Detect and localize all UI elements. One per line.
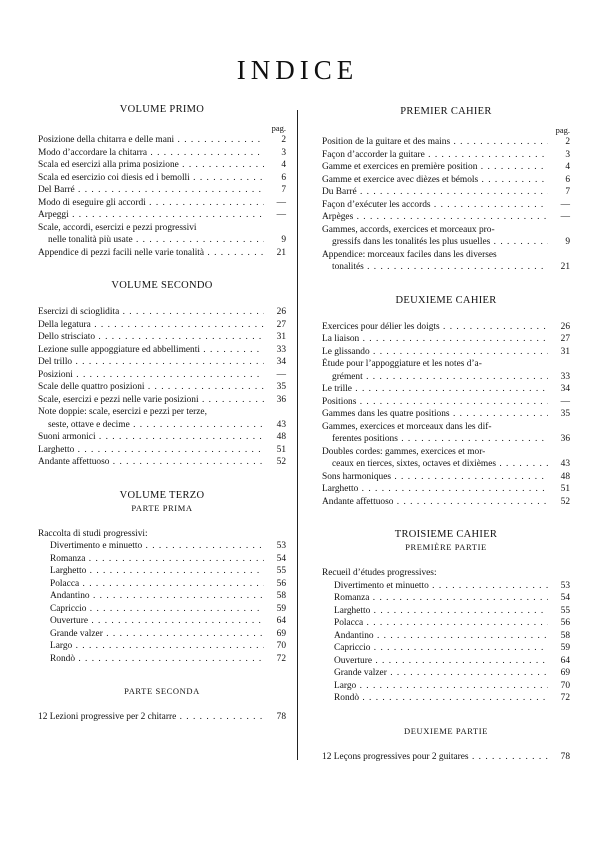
toc-entry-page: 59 xyxy=(560,643,570,653)
toc-entry-label: Posizione della chitarra e delle mani . . xyxy=(38,134,264,147)
toc-entry-label-cont: grément . . xyxy=(322,371,548,384)
toc-entry xyxy=(38,431,286,444)
toc-entry-page: 6 xyxy=(565,174,570,185)
toc-entry xyxy=(38,172,286,185)
toc-entry-page: 7 xyxy=(281,185,286,195)
toc-entry xyxy=(322,496,570,509)
toc-entry-page-empty xyxy=(548,421,570,434)
toc-entry-label: Façon d’exécuter les accords . . xyxy=(322,199,548,212)
toc-entry-label: Suoni armonici . . xyxy=(38,431,264,444)
toc-entry-page: 21 xyxy=(560,262,570,272)
toc-entry xyxy=(322,667,570,680)
spacer xyxy=(322,508,570,528)
toc-entry-page: 35 xyxy=(560,409,570,419)
toc-entry-label: Appendice di pezzi facili nelle varie tonalità . . xyxy=(38,247,264,260)
toc-entry-label: Largo . . xyxy=(322,680,548,693)
toc-entry-page: 27 xyxy=(560,334,570,344)
toc-entry xyxy=(38,711,286,724)
toc-entry-label-cont: gressifs dans les tonalités les plus usuelles . . xyxy=(322,236,548,249)
toc-entry-continuation xyxy=(322,433,570,446)
spacer xyxy=(322,307,570,321)
toc-entry xyxy=(38,590,286,603)
toc-entry-page: 59 xyxy=(276,603,286,614)
toc-entry-page: 3 xyxy=(281,147,286,158)
toc-entry xyxy=(38,344,286,357)
toc-entry-label: Capriccio . . xyxy=(38,603,264,616)
toc-entry xyxy=(38,222,286,235)
toc-entry-label: Lezione sulle appoggiature ed abbellimenti . . xyxy=(38,344,264,357)
toc-entry-page: — xyxy=(560,199,570,210)
toc-entry-page-empty xyxy=(548,358,570,371)
toc-entry-label: Scale, accordi, esercizi e pezzi progressivi xyxy=(38,222,197,233)
toc-entry-label: Larghetto . . xyxy=(322,605,548,618)
toc-entry xyxy=(322,630,570,643)
toc-entry-label: Étude pour l’appoggiature et les notes d’a- xyxy=(322,359,482,369)
toc-entry-label: Gammes, accords, exercices et morceaux pro- xyxy=(322,224,495,235)
toc-entry-label: Divertimento e minuetto . . xyxy=(38,540,264,553)
toc-entry xyxy=(38,197,286,210)
toc-entry-page: 33 xyxy=(276,344,286,355)
toc-entry-label: Scala ed esercizi alla prima posizione . . xyxy=(38,159,264,172)
toc-entry xyxy=(322,617,570,630)
page-title: INDICE xyxy=(236,55,359,85)
toc-entry xyxy=(38,381,286,394)
toc-entry xyxy=(322,186,570,199)
toc-entry-continuation xyxy=(322,261,570,274)
spacer xyxy=(38,469,286,489)
toc-entry-label: Divertimento et minuetto . . xyxy=(322,580,548,593)
toc-entry-label: Gammes dans les quatre positions . . xyxy=(322,408,548,421)
toc-entry-page: 53 xyxy=(276,541,286,551)
toc-entry-label: Scale, esercizi e pezzi nelle varie posizioni . . xyxy=(38,394,264,407)
toc-entry-continuation xyxy=(322,458,570,471)
toc-entry xyxy=(38,444,286,457)
toc-entry xyxy=(38,406,286,419)
toc-entry xyxy=(322,346,570,359)
toc-entry-page: 48 xyxy=(560,471,570,482)
page-column-label: pag. xyxy=(555,125,570,135)
toc-entry-label: Le glissando . . xyxy=(322,346,548,359)
toc-entry-label: Larghetto . . xyxy=(322,483,548,496)
toc-entry-page: 56 xyxy=(276,578,286,589)
section-subtitle: DEUXIEME PARTIE xyxy=(404,725,488,736)
toc-entry-label: Andante affettuoso . . xyxy=(38,456,264,469)
toc-entry xyxy=(322,161,570,174)
toc-entry-page: 4 xyxy=(281,160,286,170)
toc-entry-page: 58 xyxy=(560,630,570,641)
section-subtitle: PARTE PRIMA xyxy=(131,502,193,513)
toc-entry-label: Positions . . xyxy=(322,396,548,409)
toc-entry-page: 72 xyxy=(276,653,286,664)
toc-entry xyxy=(38,640,286,653)
section-subtitle: PARTE SECONDA xyxy=(124,686,200,696)
section-intro: Raccolta di studi progressivi: xyxy=(38,528,148,539)
toc-entry-page: 69 xyxy=(276,628,286,639)
spacer xyxy=(38,292,286,306)
toc-entry-page: 53 xyxy=(560,580,570,591)
toc-entry-page: 34 xyxy=(276,357,286,367)
toc-entry-label: Dello strisciato . . xyxy=(38,331,264,344)
toc-entry xyxy=(38,134,286,147)
section-title: VOLUME SECONDO xyxy=(111,280,213,291)
toc-entry-label: Andante affettuoso . . xyxy=(322,496,548,509)
section-intro: Recueil d’études progressives: xyxy=(322,568,437,578)
toc-entry-label: Grande valzer . . xyxy=(38,628,264,641)
toc-entry-label: Grande valzer . . xyxy=(322,667,548,680)
toc-entry-label: Façon d’accorder la guitare . . xyxy=(322,149,548,162)
toc-entry-label: Larghetto . . xyxy=(38,565,264,578)
toc-entry xyxy=(322,680,570,693)
toc-entry-page: — xyxy=(276,197,286,208)
toc-entry xyxy=(38,369,286,382)
toc-entry xyxy=(38,147,286,160)
toc-entry xyxy=(322,224,570,237)
toc-entry xyxy=(38,540,286,553)
toc-entry xyxy=(38,553,286,566)
toc-entry xyxy=(38,603,286,616)
toc-entry-label-cont: ceaux en tierces, sixtes, octaves et dixièmes . . xyxy=(322,458,548,471)
spacer xyxy=(322,553,570,567)
toc-entry-page: 48 xyxy=(276,432,286,442)
toc-entry xyxy=(322,408,570,421)
toc-entry-label: Largo . . xyxy=(38,640,264,653)
column-divider xyxy=(297,110,298,760)
toc-entry-page: 64 xyxy=(276,616,286,626)
toc-entry-page: 7 xyxy=(565,187,570,197)
toc-entry xyxy=(322,421,570,434)
toc-entry-label: Rondò . . xyxy=(322,692,548,705)
toc-entry-page: 35 xyxy=(276,382,286,392)
toc-entry-label: Capriccio . . xyxy=(322,642,548,655)
toc-entry xyxy=(322,655,570,668)
toc-entry xyxy=(322,333,570,346)
spacer xyxy=(322,737,570,751)
toc-entry-label: Doubles cordes: gammes, exercices et mor- xyxy=(322,446,486,457)
toc-entry-continuation xyxy=(38,234,286,247)
toc-entry-label: Arpeggi . . xyxy=(38,209,264,222)
toc-entry-page: 43 xyxy=(276,419,286,430)
toc-entry xyxy=(38,615,286,628)
toc-entry xyxy=(322,199,570,212)
toc-entry xyxy=(322,383,570,396)
toc-entry-page: 72 xyxy=(560,693,570,703)
toc-entry xyxy=(322,483,570,496)
toc-entry-label: Gamme et exercice avec dièzes et bémols . . xyxy=(322,174,548,187)
toc-entry-label-cont: nelle tonalità più usate . . xyxy=(38,234,264,247)
toc-entry-page: 36 xyxy=(560,434,570,444)
toc-entry-page: 43 xyxy=(560,459,570,469)
toc-entry-continuation xyxy=(322,236,570,249)
toc-entry-page: 52 xyxy=(560,496,570,507)
spacer xyxy=(38,665,286,685)
toc-entry-label: Modo d’accordare la chitarra . . xyxy=(38,147,264,160)
toc-entry-page: 64 xyxy=(560,655,570,666)
toc-entry xyxy=(322,605,570,618)
toc-entry-label: Della legatura . . xyxy=(38,319,264,332)
toc-entry xyxy=(322,136,570,149)
toc-entry xyxy=(38,628,286,641)
toc-entry-label-cont: seste, ottave e decime . . xyxy=(38,419,264,432)
section-title: TROISIEME CAHIER xyxy=(394,529,498,540)
toc-entry-page: 58 xyxy=(276,591,286,601)
toc-entry-label: Esercizi di scioglidita . . xyxy=(38,306,264,319)
toc-entry-page: 27 xyxy=(276,319,286,330)
toc-entry-page: 70 xyxy=(276,641,286,651)
toc-entry-page: 52 xyxy=(276,457,286,467)
spacer xyxy=(38,259,286,279)
toc-entry xyxy=(322,149,570,162)
toc-entry xyxy=(322,642,570,655)
toc-entry-page: 51 xyxy=(276,444,286,455)
toc-entry xyxy=(322,249,570,262)
toc-entry-label: Posizioni . . xyxy=(38,369,264,382)
toc-entry-page: 54 xyxy=(276,553,286,564)
toc-entry xyxy=(38,209,286,222)
toc-entry-label: Gamme et exercices en première position . . xyxy=(322,161,548,174)
toc-entry xyxy=(322,471,570,484)
toc-entry-label: Polacca . . xyxy=(38,578,264,591)
toc-entry-label: Del Barré . . xyxy=(38,184,264,197)
toc-entry-label: Andantino . . xyxy=(38,590,264,603)
toc-entry-label: Exercices pour délier les doigts . . xyxy=(322,321,548,334)
toc-entry-label: Le trille . . xyxy=(322,383,548,396)
toc-entry-page-empty xyxy=(264,222,286,235)
toc-entry-label: Modo di eseguire gli accordi . . xyxy=(38,197,264,210)
toc-entry-page: 6 xyxy=(281,172,286,183)
toc-entry-continuation xyxy=(322,371,570,384)
toc-entry xyxy=(38,331,286,344)
toc-entry-page-empty xyxy=(548,249,570,262)
toc-entry xyxy=(322,751,570,764)
toc-entry-label: Andantino . . xyxy=(322,630,548,643)
toc-entry-page: — xyxy=(560,212,570,222)
toc-entry xyxy=(38,247,286,260)
toc-entry xyxy=(38,653,286,666)
toc-entry-page-empty xyxy=(264,406,286,419)
spacer xyxy=(322,705,570,725)
section-title: VOLUME TERZO xyxy=(119,489,205,501)
toc-entry-label: Scala ed esercizio coi diesis ed i bemolli . . xyxy=(38,172,264,185)
toc-entry xyxy=(322,692,570,705)
toc-entry-label: Scale delle quattro posizioni . . xyxy=(38,381,264,394)
toc-entry-page: 33 xyxy=(560,371,570,382)
toc-entry-page: 2 xyxy=(565,137,570,147)
toc-entry xyxy=(38,394,286,407)
toc-entry xyxy=(322,211,570,224)
toc-entry-page-empty xyxy=(548,224,570,237)
section-title: PREMIER CAHIER xyxy=(400,106,492,117)
toc-entry xyxy=(38,319,286,332)
toc-entry-label: Ouverture . . xyxy=(38,615,264,628)
toc-entry-label: Larghetto . . xyxy=(38,444,264,457)
toc-entry-page: 55 xyxy=(560,605,570,616)
section-subtitle: PREMIÈRE PARTIE xyxy=(405,542,487,552)
italian-column xyxy=(38,103,286,724)
toc-entry-page: — xyxy=(276,369,286,380)
toc-entry-page: 26 xyxy=(560,321,570,332)
toc-entry xyxy=(38,456,286,469)
toc-entry-page: 31 xyxy=(276,332,286,342)
toc-entry xyxy=(322,592,570,605)
toc-entry-page: 54 xyxy=(560,593,570,603)
toc-entry-continuation xyxy=(38,419,286,432)
toc-entry-label: Position de la guitare et des mains . . xyxy=(322,136,548,149)
toc-entry xyxy=(322,174,570,187)
toc-entry-page: 56 xyxy=(560,618,570,628)
toc-entry-page: 3 xyxy=(565,149,570,160)
toc-entry xyxy=(322,396,570,409)
section-title: DEUXIEME CAHIER xyxy=(395,294,497,306)
toc-entry-label: Gammes, exercices et morceaux dans les dif- xyxy=(322,421,492,432)
toc-entry-page: 31 xyxy=(560,346,570,357)
toc-entry-label: Rondò . . xyxy=(38,653,264,666)
toc-entry-label: Del trillo . . xyxy=(38,356,264,369)
toc-entry-page: 78 xyxy=(560,751,570,762)
section-title: VOLUME PRIMO xyxy=(119,104,205,115)
toc-entry xyxy=(38,159,286,172)
toc-entry xyxy=(38,565,286,578)
toc-entry-page: 2 xyxy=(281,135,286,145)
spacer xyxy=(38,514,286,528)
toc-entry-label: Sons harmoniques . . xyxy=(322,471,548,484)
toc-entry xyxy=(322,358,570,371)
toc-entry-label-cont: tonalités . . xyxy=(322,261,548,274)
spacer xyxy=(322,274,570,294)
toc-entry-label-cont: ferentes positions . . xyxy=(322,433,548,446)
page-column-label: pag. xyxy=(271,123,286,133)
toc-entry-page-empty xyxy=(548,446,570,459)
spacer xyxy=(38,697,286,711)
toc-entry-page: 4 xyxy=(565,162,570,172)
toc-entry-label: Arpèges . . xyxy=(322,211,548,224)
toc-entry-label: La liaison . . xyxy=(322,333,548,346)
toc-entry-page: 36 xyxy=(276,394,286,405)
toc-entry-label: Note doppie: scale, esercizi e pezzi per terze, xyxy=(38,407,207,417)
toc-entry-label: Polacca . . xyxy=(322,617,548,630)
toc-entry-page: 51 xyxy=(560,484,570,494)
toc-entry-page: 9 xyxy=(565,237,570,247)
toc-entry-page: 55 xyxy=(276,566,286,576)
toc-entry-label: Appendice: morceaux faciles dans les diverses xyxy=(322,249,497,260)
toc-entry-page: 21 xyxy=(276,247,286,258)
toc-entry-label: 12 Leçons progressives pour 2 guitares . . xyxy=(322,751,548,764)
toc-entry-page: 69 xyxy=(560,668,570,678)
toc-entry xyxy=(38,306,286,319)
toc-entry-label: Du Barré . . xyxy=(322,186,548,199)
toc-entry-page: 9 xyxy=(281,235,286,245)
toc-entry-page: 70 xyxy=(560,680,570,691)
toc-entry-label: 12 Lezioni progressive per 2 chitarre . . xyxy=(38,711,264,724)
toc-entry xyxy=(322,580,570,593)
toc-entry xyxy=(322,321,570,334)
toc-entry-page: 34 xyxy=(560,384,570,394)
toc-entry-label: Romanza . . xyxy=(322,592,548,605)
toc-entry-label: Romanza . . xyxy=(38,553,264,566)
toc-entry xyxy=(38,184,286,197)
toc-entry xyxy=(38,356,286,369)
french-column xyxy=(322,103,570,763)
toc-entry-page: — xyxy=(276,210,286,220)
toc-entry-page: — xyxy=(560,396,570,407)
toc-entry-page: 78 xyxy=(276,712,286,722)
toc-entry-page: 26 xyxy=(276,307,286,317)
toc-entry xyxy=(38,578,286,591)
toc-entry-label: Ouverture . . xyxy=(322,655,548,668)
toc-entry xyxy=(322,446,570,459)
